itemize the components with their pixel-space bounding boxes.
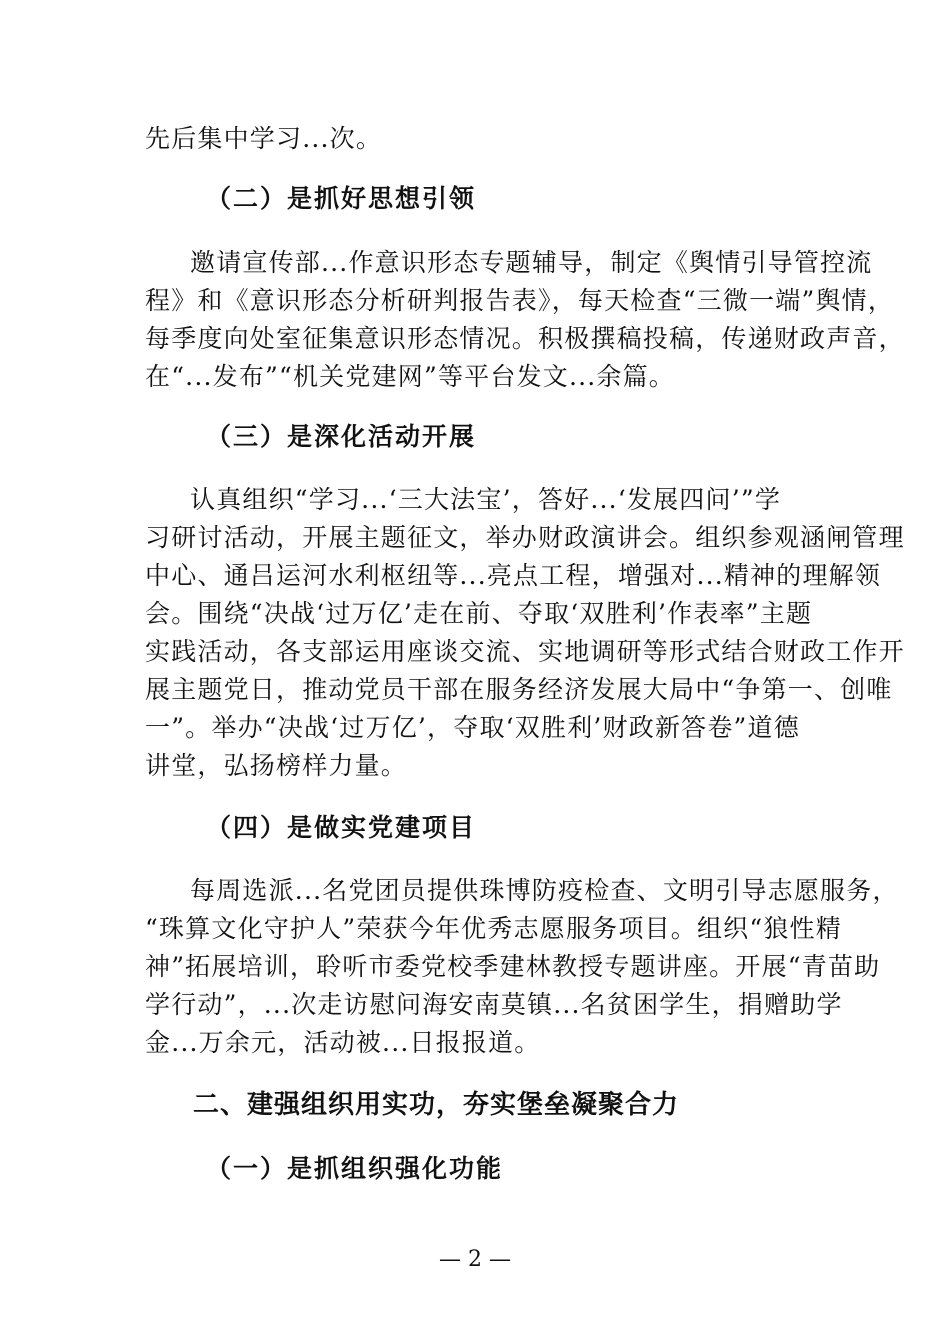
paragraph-line: “珠算文化守护人”荣获今年优秀志愿服务项目。组织“狼性精 [145,914,842,943]
paragraph-line: 实践活动，各支部运用座谈交流、实地调研等形式结合财政工作开 [145,637,905,666]
paragraph-line: 每周选派...名党团员提供珠博防疫检查、文明引导志愿服务， [190,876,899,905]
subheading: （三）是深化活动开展 [206,422,477,451]
paragraph-line: 讲堂，弘扬榜样力量。 [145,751,408,780]
paragraph-line: 学行动”，...次走访慰问海安南莫镇...名贫困学生，捐赠助学 [145,990,843,1019]
paragraph-line: 展主题党日，推动党员干部在服务经济发展大局中“争第一、创唯 [145,675,893,704]
page-number: — 2 — [439,1247,511,1272]
paragraph-line: 认真组织“学习...‘三大法宝’，答好...‘发展四问’”学 [190,485,782,514]
subheading: （二）是抓好思想引领 [206,184,477,213]
paragraph-line: 程》和《意识形态分析研判报告表》，每天检查“三微一端”舆情， [145,286,895,315]
section-heading: 二、建强组织用实功，夯实堡垒凝聚合力 [193,1090,680,1120]
subheading: （四）是做实党建项目 [206,813,477,842]
paragraph-line: 一”。举办“决战‘过万亿’，夺取‘双胜利’财政新答卷”道德 [145,713,800,742]
subheading: （一）是抓组织强化功能 [206,1154,504,1183]
paragraph-line: 邀请宣传部...作意识形态专题辅导，制定《舆情引导管控流 [190,248,873,277]
paragraph-line: 神”拓展培训，聆听市委党校季建林教授专题讲座。开展“青苗助 [145,952,881,981]
paragraph-line: 金...万余元，活动被...日报报道。 [145,1028,541,1057]
paragraph-line: 习研讨活动，开展主题征文，举办财政演讲会。组织参观涵闸管理 [145,523,905,552]
paragraph-line: 先后集中学习...次。 [145,124,383,153]
paragraph-line: 会。围绕“决战‘过万亿’走在前、夺取‘双胜利’作表率”主题 [145,599,813,628]
paragraph-line: 每季度向处室征集意识形态情况。积极撰稿投稿，传递财政声音， [145,324,905,353]
paragraph-line: 中心、通吕运河水利枢纽等...亮点工程，增强对...精神的理解领 [145,561,882,590]
paragraph-line: 在“...发布”“机关党建网”等平台发文...余篇。 [145,362,676,391]
